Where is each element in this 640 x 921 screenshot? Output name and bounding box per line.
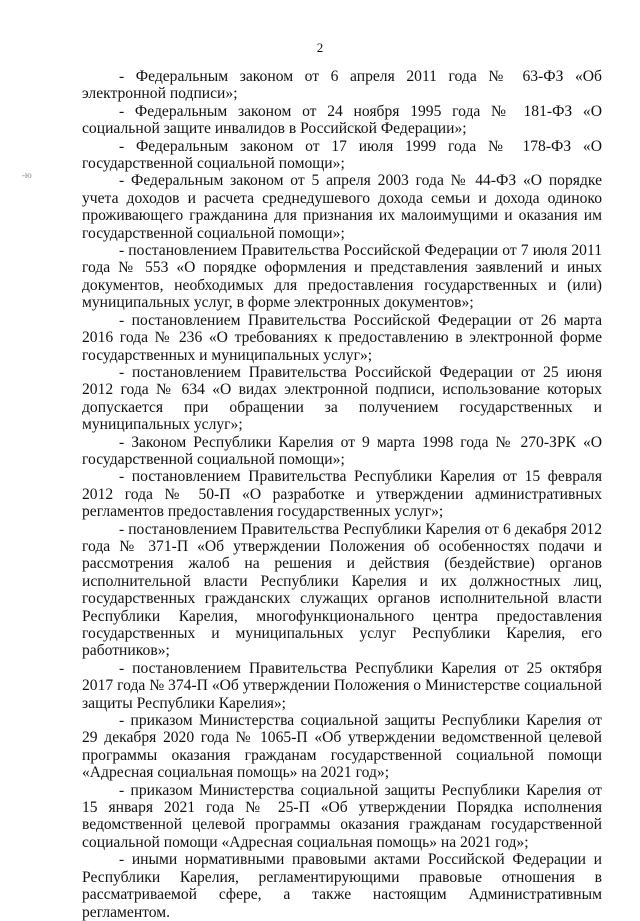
legal-basis-item: - Федеральным законом от 24 ноября 1995 года № 181-ФЗ «О социальной защите инвалидов в Российской Федерации»; xyxy=(82,102,602,138)
page-number: 2 xyxy=(316,40,324,55)
legal-basis-item: - постановлением Правительства Республики Карелия от 25 октября 2017 года № 374-П «Об утверждении Положения о Министерстве социальной защиты Республики Карелия»; xyxy=(82,659,602,712)
legal-basis-item: - Федеральным законом от 6 апреля 2011 года № 63-ФЗ «Об электронной подписи»; xyxy=(82,68,602,103)
legal-basis-item: - Федеральным законом от 17 июля 1999 года № 178-ФЗ «О государственной социальной помощи»; xyxy=(82,137,602,173)
legal-basis-item: - приказом Министерства социальной защиты Республики Карелия от 15 января 2021 года № 25-П «Об утверждении Порядка исполнения ведомственной целевой программы оказания гражданам государственной социальной помощи «Адресная социальная помощь» на 2021 год»; xyxy=(82,781,602,851)
legal-basis-item: - постановлением Правительства Российской Федерации от 26 марта 2016 года № 236 «О требованиях к предоставлению в электронной форме государственных и муниципальных услуг»; xyxy=(82,311,602,364)
document-body xyxy=(82,68,602,921)
legal-basis-item: - Законом Республики Карелия от 9 марта 1998 года № 270-ЗРК «О государственной социальной помощи»; xyxy=(82,433,602,468)
margin-mark: -ю xyxy=(22,170,32,180)
legal-basis-item: - постановлением Правительства Российской Федерации от 7 июля 2011 года № 553 «О порядке оформления и представления заявлений и иных документов, необходимых для предоставления государственных и (или) муниципальных услуг, в форме электронных документов»; xyxy=(82,242,602,312)
legal-basis-item: - Федеральным законом от 5 апреля 2003 года № 44-ФЗ «О порядке учета доходов и расчета среднедушевого дохода семьи и дохода одиноко проживающего гражданина для признания их малоимущими и оказания им государственной социальной помощи»; xyxy=(82,172,602,242)
legal-basis-item: - постановлением Правительства Российской Федерации от 25 июня 2012 года № 634 «О видах электронной подписи, использование которых допускается при обращении за получением государственных и муниципальных услуг»; xyxy=(82,363,602,434)
legal-basis-item: - приказом Министерства социальной защиты Республики Карелия от 29 декабря 2020 года № 1065-П «Об утверждении ведомственной целевой программы оказания гражданам государственной социальной помощи «Адресная социальная помощь» на 2021 год»; xyxy=(82,712,602,782)
legal-basis-item: - постановлением Правительства Республики Карелия от 15 февраля 2012 года № 50-П «О разработке и утверждении административных регламентов предоставления государственных услуг»; xyxy=(82,468,602,521)
legal-basis-item: - иными нормативными правовыми актами Российской Федерации и Республики Карелия, регламентирующими правовые отношения в рассматриваемой сфере, а также настоящим Административным регламентом. xyxy=(82,851,602,921)
legal-basis-item: - постановлением Правительства Республики Карелия от 6 декабря 2012 года № 371-П «Об утверждении Положения об особенностях подачи и рассмотрения жалоб на решения и действия (бездействие) органов исполнительной власти Республики Карелия и их должностных лиц, государственных гражданских служащих органов исполнительной власти Республики Карелия, многофункционального центра предоставления государственных и муниципальных услуг Республики Карелия, его работников»; xyxy=(82,520,602,660)
